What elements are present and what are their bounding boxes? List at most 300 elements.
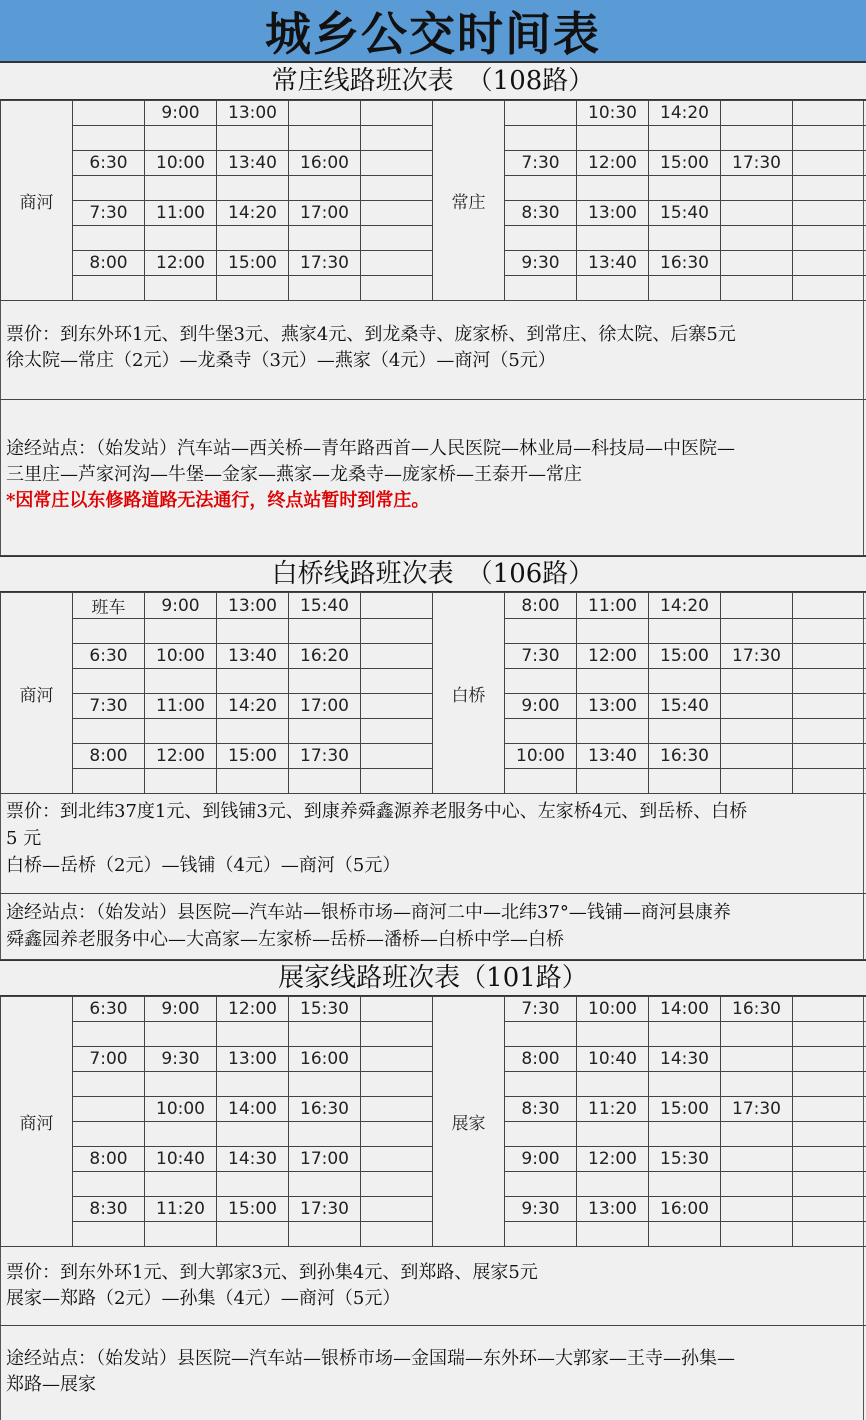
text-char: 到	[400, 1262, 419, 1283]
return-time-cell: 7:30	[505, 644, 577, 669]
return-time-cell	[721, 226, 793, 251]
departure-time-cell: 16:30	[289, 1097, 361, 1122]
text-char: 燕	[276, 464, 294, 485]
departure-time-cell	[361, 151, 433, 176]
text-char: 、	[161, 1262, 180, 1283]
return-time-cell	[505, 276, 577, 301]
departure-time-cell: 11:20	[145, 1197, 217, 1222]
route-101-fare	[6, 1260, 860, 1286]
text-char: 到	[179, 1262, 198, 1283]
return-time-cell: 16:30	[649, 251, 721, 276]
route-101-table	[0, 996, 866, 1247]
departure-time-cell: 13:00	[217, 101, 289, 126]
return-time-cell	[649, 1222, 721, 1247]
return-time-cell	[649, 669, 721, 694]
text-char: 家	[294, 464, 312, 485]
return-time-cell	[721, 126, 793, 151]
departure-time-cell	[361, 619, 433, 644]
return-time-cell: 12:00	[577, 644, 649, 669]
return-time-cell	[721, 619, 793, 644]
text-char: 牛	[168, 464, 186, 485]
departure-time-cell: 8:00	[73, 1147, 145, 1172]
return-time-cell	[577, 1022, 649, 1047]
departure-time-cell	[145, 276, 217, 301]
departure-time-cell: 17:30	[289, 744, 361, 769]
departure-time-cell: 14:00	[217, 1097, 289, 1122]
text-char: 庞	[402, 464, 420, 485]
text-char: 环	[114, 1262, 132, 1283]
return-time-cell	[793, 1172, 866, 1197]
return-time-cell: 7:30	[505, 151, 577, 176]
return-stop: 常庄	[433, 101, 505, 301]
route-101-stations-cont: 郑路—展家	[6, 1374, 96, 1395]
return-time-cell	[793, 997, 866, 1022]
return-time-cell: 13:00	[577, 694, 649, 719]
text-char: 、	[454, 1262, 473, 1283]
departure-time-cell	[289, 176, 361, 201]
departure-time-cell: 14:30	[217, 1147, 289, 1172]
route-101-stations: 途经站点：（始发站）县医院—汽车站—银桥市场—金国瑞—东外环—大郭家—王寺—孙集—	[6, 1348, 735, 1369]
return-time-cell: 10:00	[577, 997, 649, 1022]
return-time-cell	[721, 1147, 793, 1172]
departure-time-cell	[73, 126, 145, 151]
departure-time-cell: 11:00	[145, 694, 217, 719]
text-char: 、	[382, 1262, 401, 1283]
return-time-cell	[649, 619, 721, 644]
text-char: 开	[510, 464, 528, 485]
return-time-cell	[721, 744, 793, 769]
text-char: —	[204, 464, 222, 485]
text-char: 庄	[564, 464, 582, 485]
route-108-title: 常庄线路班次表 （108路）	[0, 62, 866, 100]
return-time-cell	[721, 1022, 793, 1047]
departure-time-cell	[73, 176, 145, 201]
departure-time-cell	[217, 126, 289, 151]
return-time-cell: 13:00	[577, 201, 649, 226]
departure-time-cell	[145, 1222, 217, 1247]
return-time-cell	[793, 619, 866, 644]
departure-time-cell	[361, 1072, 433, 1097]
departure-time-cell: 15:00	[217, 744, 289, 769]
departure-time-cell	[217, 1022, 289, 1047]
text-char: —	[384, 464, 402, 485]
return-time-cell	[505, 226, 577, 251]
return-time-cell	[649, 719, 721, 744]
route-108-fare: 票价：到东外环1元、到牛堡3元、燕家4元、到龙桑寺、庞家桥、到常庄、徐太院、后寨5元	[6, 324, 736, 345]
departure-time-cell	[289, 619, 361, 644]
departure-time-cell: 12:00	[145, 251, 217, 276]
return-time-cell	[505, 1122, 577, 1147]
return-time-cell	[505, 126, 577, 151]
departure-time-cell	[145, 769, 217, 794]
departure-time-cell: 15:30	[289, 997, 361, 1022]
return-time-cell: 9:00	[505, 694, 577, 719]
return-time-cell	[793, 744, 866, 769]
return-time-cell	[721, 1122, 793, 1147]
return-time-cell: 11:00	[577, 593, 649, 619]
return-time-cell	[793, 1197, 866, 1222]
origin-stop: 商河	[1, 593, 73, 794]
return-time-cell: 16:30	[649, 744, 721, 769]
return-time-cell	[793, 1047, 866, 1072]
text-char: 价	[24, 1262, 42, 1283]
return-time-cell: 13:00	[577, 1197, 649, 1222]
return-time-cell	[793, 226, 866, 251]
departure-time-cell	[361, 1097, 433, 1122]
departure-time-cell: 12:00	[217, 997, 289, 1022]
departure-time-cell	[361, 997, 433, 1022]
return-time-cell: 9:30	[505, 1197, 577, 1222]
return-time-cell: 8:30	[505, 1097, 577, 1122]
route-106-fare: 票价：到北纬37度1元、到钱铺3元、到康养舜鑫源养老服务中心、左家桥4元、到岳桥、白桥	[6, 801, 748, 822]
text-char: 大	[197, 1262, 216, 1283]
departure-time-cell	[289, 126, 361, 151]
departure-time-cell	[361, 1047, 433, 1072]
text-char: 到	[298, 1262, 317, 1283]
departure-time-cell	[361, 719, 433, 744]
return-time-cell: 16:30	[721, 997, 793, 1022]
return-time-cell	[505, 101, 577, 126]
text-char: 集	[334, 1262, 353, 1283]
return-time-cell	[793, 151, 866, 176]
page-title: 城乡公交时间表	[0, 0, 866, 62]
return-time-cell	[721, 593, 793, 619]
departure-time-cell	[361, 744, 433, 769]
origin-stop: 商河	[1, 101, 73, 301]
text-char: 4	[352, 1262, 365, 1283]
departure-time-cell	[145, 669, 217, 694]
return-time-cell	[793, 176, 866, 201]
return-time-cell: 15:00	[649, 151, 721, 176]
return-time-cell: 9:30	[505, 251, 577, 276]
departure-time-cell: 8:00	[73, 744, 145, 769]
return-time-cell: 8:00	[505, 1047, 577, 1072]
departure-time-cell	[73, 101, 145, 126]
departure-time-cell: 班车	[73, 593, 145, 619]
return-time-cell	[721, 669, 793, 694]
departure-time-cell: 10:00	[145, 1097, 217, 1122]
departure-time-cell	[361, 201, 433, 226]
return-time-cell: 17:30	[721, 151, 793, 176]
return-time-cell	[577, 1172, 649, 1197]
route-108-fare-segments: 徐太院—常庄（2元）—龙桑寺（3元）—燕家（4元）—商河（5元）	[6, 350, 556, 371]
departure-time-cell	[361, 1197, 433, 1222]
departure-time-cell	[361, 226, 433, 251]
departure-time-cell	[145, 619, 217, 644]
departure-time-cell	[145, 1072, 217, 1097]
route-101-stations-block	[0, 1326, 866, 1420]
text-char: 到	[60, 1262, 78, 1283]
route-101-fare-block	[0, 1246, 866, 1326]
departure-time-cell	[217, 769, 289, 794]
text-char: 桑	[348, 464, 366, 485]
departure-time-cell: 15:40	[289, 593, 361, 619]
text-char: 王	[474, 464, 492, 485]
departure-time-cell: 17:30	[289, 1197, 361, 1222]
return-time-cell: 15:40	[649, 694, 721, 719]
text-char: 家	[96, 464, 114, 485]
return-time-cell	[649, 1172, 721, 1197]
return-time-cell	[793, 1072, 866, 1097]
return-time-cell	[577, 176, 649, 201]
departure-time-cell: 13:00	[217, 593, 289, 619]
departure-time-cell: 17:30	[289, 251, 361, 276]
route-106-title: 白桥线路班次表 （106路）	[0, 556, 866, 592]
departure-time-cell	[361, 1122, 433, 1147]
departure-time-cell	[289, 226, 361, 251]
text-char: 堡	[186, 464, 204, 485]
text-char: —	[258, 464, 276, 485]
departure-time-cell	[73, 719, 145, 744]
departure-time-cell	[217, 176, 289, 201]
origin-stop: 商河	[1, 997, 73, 1247]
text-char: 芦	[78, 464, 96, 485]
return-time-cell	[649, 769, 721, 794]
return-time-cell	[793, 1222, 866, 1247]
return-time-cell	[577, 769, 649, 794]
departure-time-cell	[361, 669, 433, 694]
route-106-fare-wrap-left: 5	[6, 828, 18, 849]
departure-time-cell	[145, 126, 217, 151]
departure-time-cell	[289, 769, 361, 794]
departure-time-cell: 17:00	[289, 201, 361, 226]
text-char: 元	[143, 1262, 162, 1283]
return-time-cell	[505, 1172, 577, 1197]
route-101-fare-segments: 展家—郑路（2元）—孙集（4元）—商河（5元）	[6, 1288, 401, 1309]
return-time-cell	[577, 1122, 649, 1147]
return-time-cell	[505, 176, 577, 201]
text-char: 元	[519, 1262, 538, 1283]
return-time-cell	[577, 1222, 649, 1247]
text-char: 票	[6, 1262, 24, 1283]
return-time-cell: 14:30	[649, 1047, 721, 1072]
text-char: 元	[364, 1262, 383, 1283]
return-time-cell: 14:20	[649, 593, 721, 619]
return-time-cell: 14:00	[649, 997, 721, 1022]
return-time-cell	[649, 1022, 721, 1047]
route-106-fare-block	[0, 792, 866, 894]
departure-time-cell: 9:00	[145, 593, 217, 619]
departure-time-cell	[361, 176, 433, 201]
return-time-cell	[793, 593, 866, 619]
departure-time-cell	[217, 619, 289, 644]
return-time-cell: 8:30	[505, 201, 577, 226]
route-108-stations: 途经站点：（始发站）汽车站—西关桥—青年路西首—人民医院—林业局—科技局—中医院—	[6, 438, 735, 459]
departure-time-cell	[289, 1122, 361, 1147]
text-char: 家	[240, 464, 258, 485]
departure-time-cell	[145, 1022, 217, 1047]
return-time-cell	[505, 1222, 577, 1247]
return-time-cell	[793, 1122, 866, 1147]
departure-time-cell: 12:00	[145, 744, 217, 769]
text-char: 东	[78, 1262, 96, 1283]
return-time-cell	[577, 719, 649, 744]
departure-time-cell: 16:00	[289, 1047, 361, 1072]
departure-time-cell	[289, 1222, 361, 1247]
departure-time-cell	[217, 669, 289, 694]
return-time-cell	[649, 1072, 721, 1097]
departure-time-cell: 8:30	[73, 1197, 145, 1222]
departure-time-cell: 13:40	[217, 644, 289, 669]
text-char: 1	[132, 1262, 144, 1283]
return-time-cell	[793, 201, 866, 226]
return-time-cell	[793, 644, 866, 669]
text-char: 桥	[438, 464, 456, 485]
return-time-cell	[793, 276, 866, 301]
text-char: 河	[114, 464, 132, 485]
departure-time-cell: 14:20	[217, 694, 289, 719]
departure-time-cell	[73, 226, 145, 251]
route-108-fare-block	[0, 300, 866, 400]
departure-time-cell	[145, 1172, 217, 1197]
departure-time-cell	[217, 1222, 289, 1247]
departure-time-cell	[73, 619, 145, 644]
return-time-cell: 15:00	[649, 1097, 721, 1122]
return-time-cell	[793, 126, 866, 151]
text-char: 5	[508, 1262, 520, 1283]
return-time-cell	[505, 669, 577, 694]
table-row	[1, 593, 866, 619]
return-time-cell	[721, 1172, 793, 1197]
departure-time-cell: 6:30	[73, 997, 145, 1022]
departure-time-cell	[361, 1172, 433, 1197]
return-time-cell: 17:30	[721, 644, 793, 669]
departure-time-cell	[289, 669, 361, 694]
departure-time-cell: 17:00	[289, 1147, 361, 1172]
text-char: 家	[233, 1262, 252, 1283]
departure-time-cell	[361, 251, 433, 276]
return-time-cell	[721, 769, 793, 794]
route-106-fare-wrap-right: 元	[23, 828, 42, 849]
return-time-cell	[721, 176, 793, 201]
departure-time-cell	[361, 101, 433, 126]
return-time-cell	[793, 694, 866, 719]
text-char: 龙	[330, 464, 348, 485]
route-106-fare-segments: 白桥—岳桥（2元）—钱铺（4元）—商河（5元）	[6, 855, 401, 876]
return-time-cell: 7:30	[505, 997, 577, 1022]
departure-time-cell: 11:00	[145, 201, 217, 226]
return-time-cell	[505, 1072, 577, 1097]
return-time-cell: 13:40	[577, 251, 649, 276]
text-char: 金	[222, 464, 240, 485]
departure-time-cell	[289, 1172, 361, 1197]
departure-time-cell	[145, 226, 217, 251]
departure-time-cell	[289, 719, 361, 744]
departure-time-cell	[289, 1022, 361, 1047]
departure-time-cell	[361, 694, 433, 719]
departure-time-cell: 7:30	[73, 201, 145, 226]
departure-time-cell: 16:20	[289, 644, 361, 669]
departure-time-cell: 7:30	[73, 694, 145, 719]
route-106-stations: 途经站点：（始发站）县医院—汽车站—银桥市场—商河二中—北纬37°—钱铺—商河县康养	[6, 902, 731, 923]
departure-time-cell: 8:00	[73, 251, 145, 276]
departure-time-cell	[73, 276, 145, 301]
departure-time-cell: 9:30	[145, 1047, 217, 1072]
departure-time-cell	[217, 1172, 289, 1197]
departure-time-cell	[361, 769, 433, 794]
text-char: 、	[280, 1262, 299, 1283]
return-time-cell	[793, 1097, 866, 1122]
return-time-cell	[577, 226, 649, 251]
return-time-cell	[721, 1197, 793, 1222]
departure-time-cell	[73, 1022, 145, 1047]
return-time-cell	[721, 1222, 793, 1247]
departure-time-cell	[73, 669, 145, 694]
departure-time-cell: 17:00	[289, 694, 361, 719]
return-time-cell	[649, 126, 721, 151]
return-stop: 白桥	[433, 593, 505, 794]
return-time-cell	[793, 669, 866, 694]
text-char: 常	[546, 464, 564, 485]
departure-time-cell	[145, 1122, 217, 1147]
text-char: 外	[96, 1262, 114, 1283]
return-time-cell: 10:30	[577, 101, 649, 126]
return-time-cell: 15:40	[649, 201, 721, 226]
departure-time-cell	[73, 1122, 145, 1147]
departure-time-cell	[73, 1097, 145, 1122]
return-time-cell: 10:00	[505, 744, 577, 769]
departure-time-cell: 10:00	[145, 151, 217, 176]
departure-time-cell: 15:00	[217, 251, 289, 276]
return-time-cell	[577, 276, 649, 301]
return-stop: 展家	[433, 997, 505, 1247]
text-char: 展	[472, 1262, 491, 1283]
text-char: 庄	[42, 464, 60, 485]
text-char: 三	[6, 464, 24, 485]
departure-time-cell	[217, 1122, 289, 1147]
text-char: 泰	[492, 464, 510, 485]
return-time-cell: 10:40	[577, 1047, 649, 1072]
departure-time-cell	[361, 276, 433, 301]
text-char: 路	[436, 1262, 455, 1283]
return-time-cell	[721, 1072, 793, 1097]
departure-time-cell	[361, 1022, 433, 1047]
departure-time-cell	[361, 1222, 433, 1247]
route-108-table	[0, 100, 866, 301]
return-time-cell	[577, 1072, 649, 1097]
departure-time-cell	[361, 1147, 433, 1172]
return-time-cell	[577, 619, 649, 644]
departure-time-cell	[145, 176, 217, 201]
text-char: —	[60, 464, 78, 485]
departure-time-cell: 9:00	[145, 997, 217, 1022]
text-char: 3	[251, 1262, 263, 1283]
departure-time-cell	[289, 1072, 361, 1097]
return-time-cell	[649, 276, 721, 301]
departure-time-cell	[361, 126, 433, 151]
return-time-cell: 9:00	[505, 1147, 577, 1172]
route-108-stations-block	[0, 400, 866, 556]
departure-time-cell: 7:00	[73, 1047, 145, 1072]
return-time-cell	[721, 201, 793, 226]
return-time-cell	[649, 176, 721, 201]
route-106-stations-block	[0, 894, 866, 960]
return-time-cell	[793, 101, 866, 126]
table-row	[1, 101, 866, 126]
text-char: 孙	[316, 1262, 335, 1283]
departure-time-cell	[73, 1222, 145, 1247]
text-char: 元	[262, 1262, 281, 1283]
route-101-title: 展家线路班次表（101路）	[0, 960, 866, 996]
return-time-cell: 14:20	[649, 101, 721, 126]
route-106-fare-wrap	[6, 825, 860, 852]
departure-time-cell	[217, 276, 289, 301]
return-time-cell: 13:40	[577, 744, 649, 769]
route-106-stations-cont: 舜鑫园养老服务中心—大高家—左家桥—岳桥—潘桥—白桥中学—白桥	[6, 929, 564, 950]
departure-time-cell	[361, 644, 433, 669]
return-time-cell	[649, 226, 721, 251]
departure-time-cell	[289, 276, 361, 301]
